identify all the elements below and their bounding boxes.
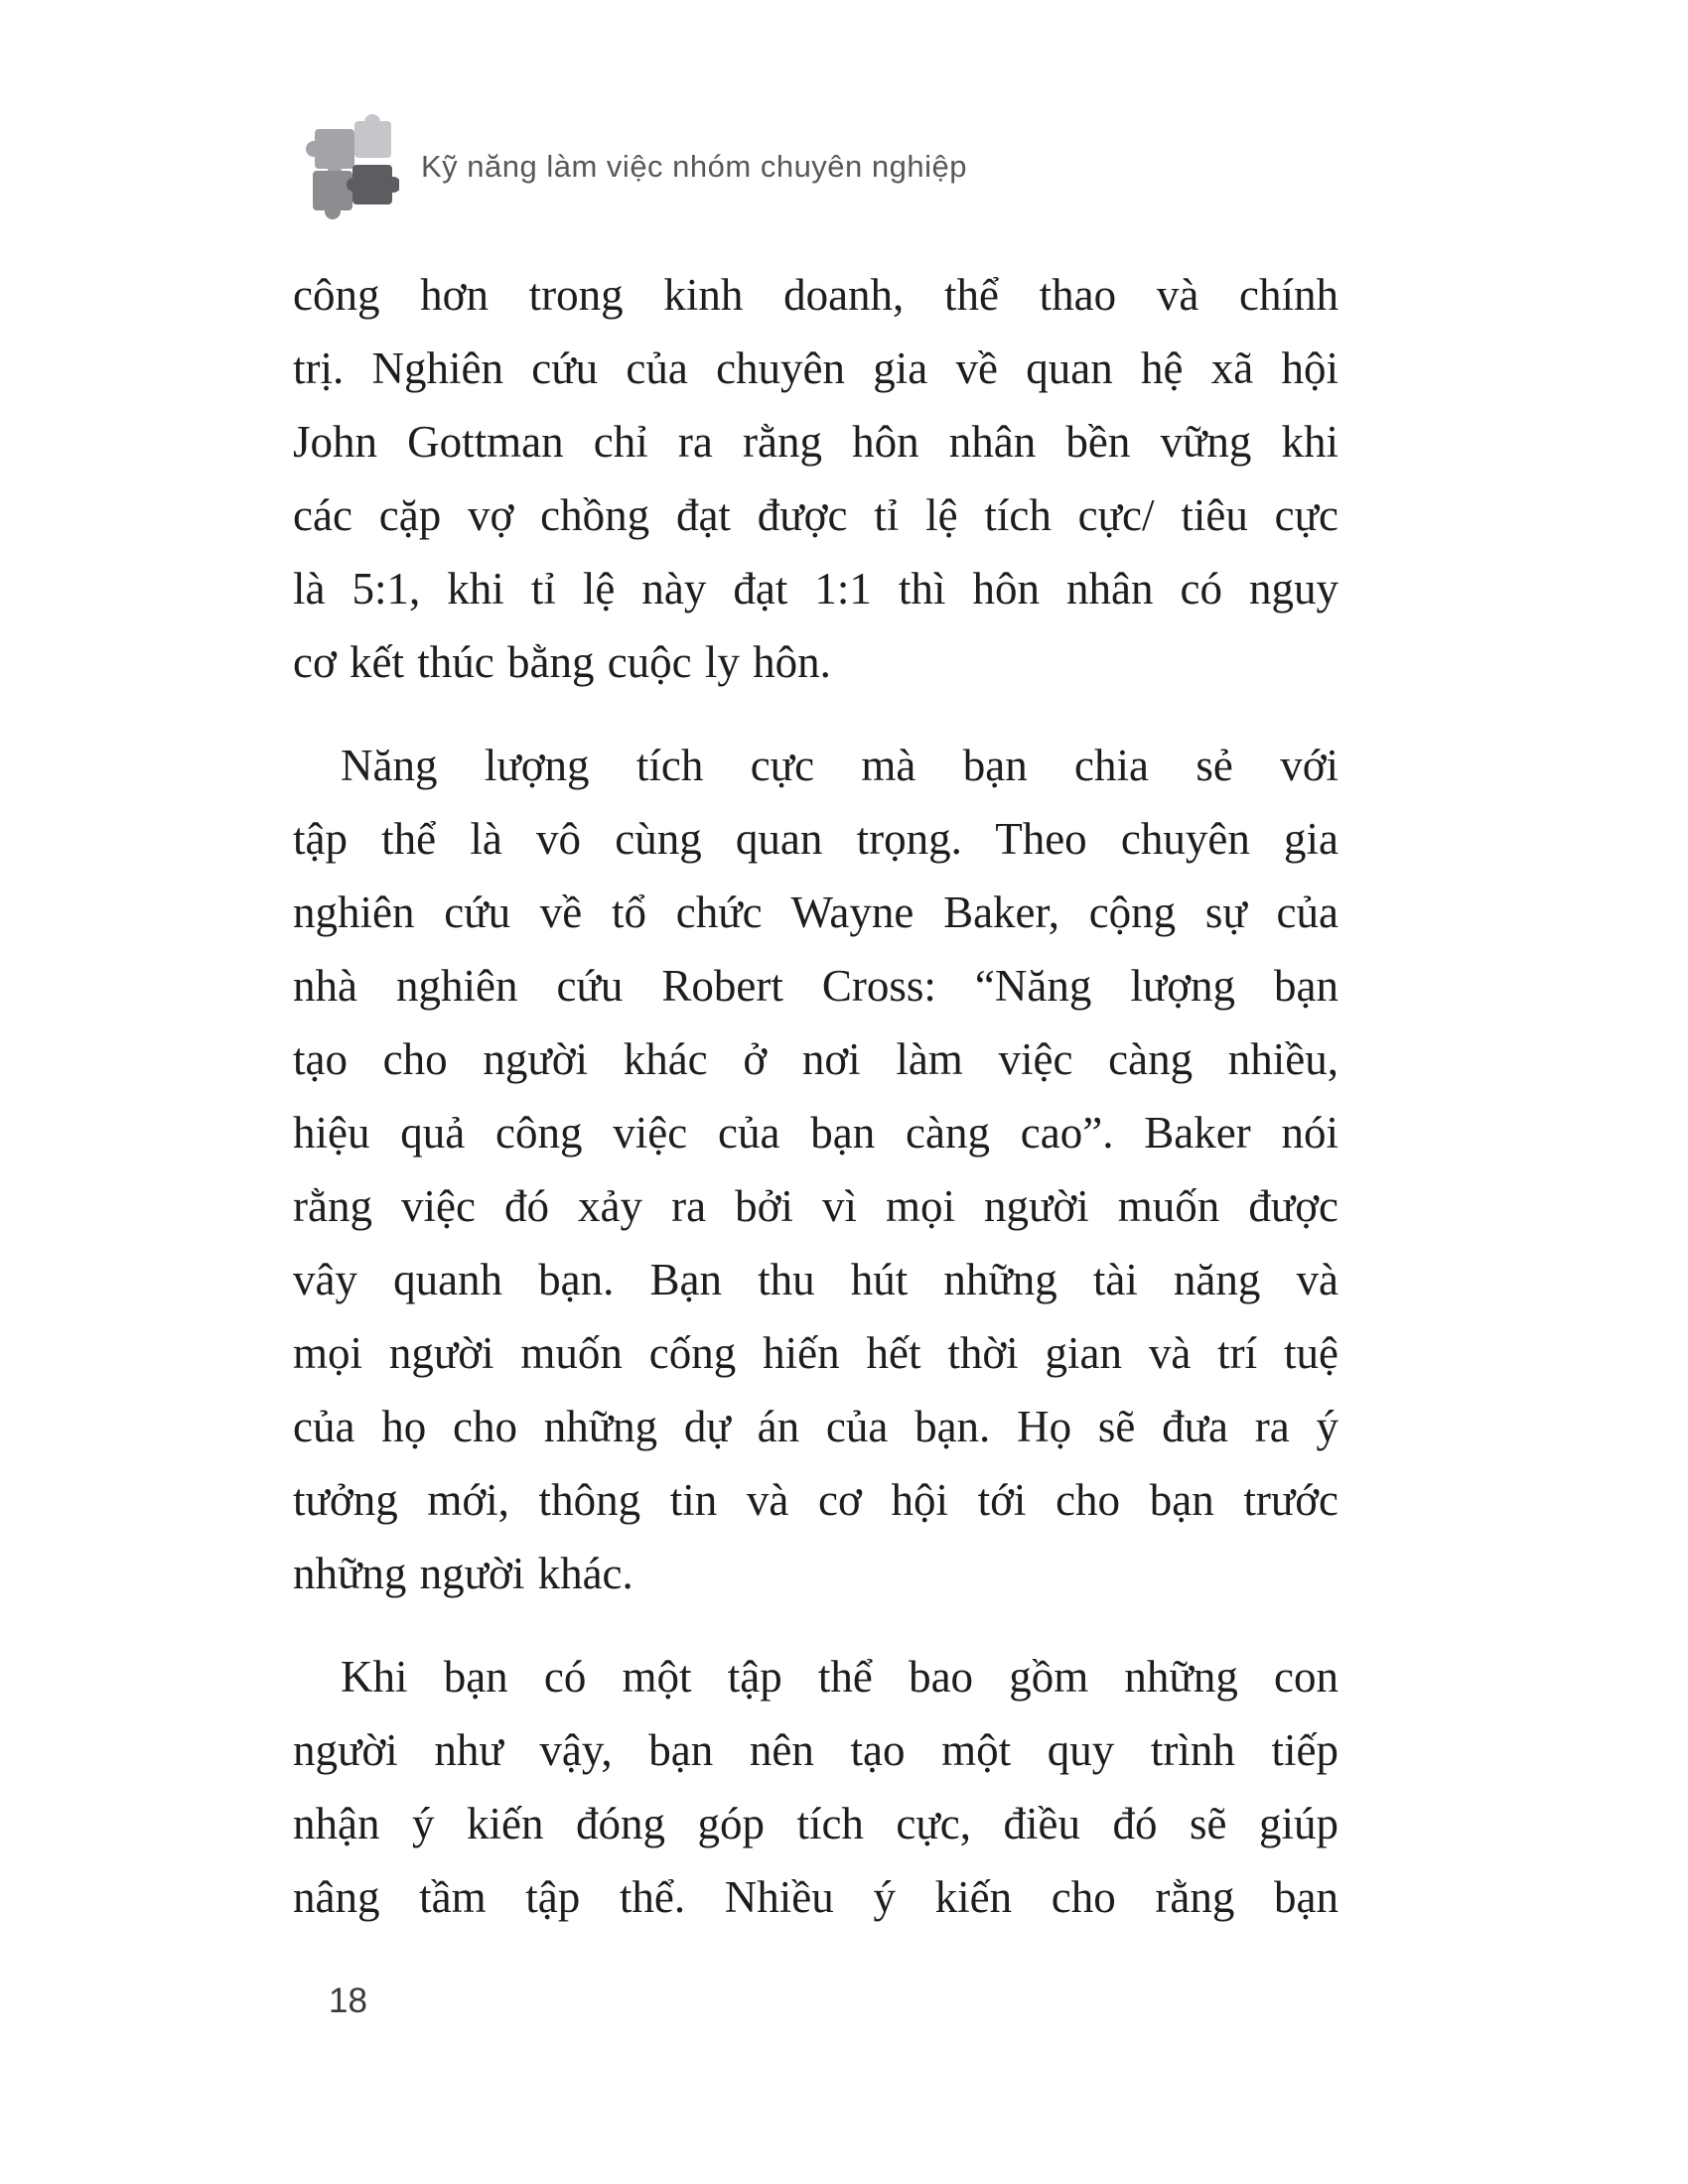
text-line: nghiên cứu về tổ chức Wayne Baker, cộng sự của — [293, 887, 1338, 937]
text-line: Khi bạn có một tập thể bao gồm những con — [341, 1652, 1338, 1702]
text-line: tưởng mới, thông tin và cơ hội tới cho bạn trước — [293, 1475, 1338, 1525]
text-line: nâng tầm tập thể. Nhiều ý kiến cho rằng bạn — [293, 1872, 1338, 1922]
text-line: công hơn trong kinh doanh, thể thao và chính — [293, 270, 1338, 320]
puzzle-piece-bottom-left — [313, 171, 352, 219]
paragraph — [293, 258, 1338, 699]
text-line: vây quanh bạn. Bạn thu hút những tài năng và — [293, 1255, 1338, 1304]
running-head-title: Kỹ năng làm việc nhóm chuyên nghiệp — [421, 148, 967, 184]
puzzle-piece-bottom-right — [347, 165, 399, 205]
text-line: cơ kết thúc bằng cuộc ly hôn. — [293, 637, 831, 687]
text-line: rằng việc đó xảy ra bởi vì mọi người muốn được — [293, 1181, 1338, 1231]
text-line: hiệu quả công việc của bạn càng cao”. Baker nói — [293, 1108, 1338, 1158]
text-line: nhà nghiên cứu Robert Cross: “Năng lượng bạn — [293, 961, 1338, 1011]
text-line: tạo cho người khác ở nơi làm việc càng nhiều, — [293, 1034, 1338, 1084]
text-line: các cặp vợ chồng đạt được tỉ lệ tích cực/ tiêu cực — [293, 490, 1338, 540]
text-line: của họ cho những dự án của bạn. Họ sẽ đưa ra ý — [293, 1402, 1338, 1451]
text-line: Năng lượng tích cực mà bạn chia sẻ với — [341, 741, 1338, 790]
text-line: mọi người muốn cống hiến hết thời gian và trí tuệ — [293, 1328, 1338, 1378]
text-line: là 5:1, khi tỉ lệ này đạt 1:1 thì hôn nhân có nguy — [293, 564, 1338, 614]
text-line: người như vậy, bạn nên tạo một quy trình tiếp — [293, 1725, 1338, 1775]
puzzle-piece-top-left — [306, 129, 354, 176]
page-number: 18 — [329, 1981, 367, 2020]
text-line: trị. Nghiên cứu của chuyên gia về quan hệ xã hội — [293, 343, 1338, 393]
puzzle-icon — [298, 113, 399, 234]
text-line: John Gottman chỉ ra rằng hôn nhân bền vững khi — [293, 417, 1338, 467]
paragraph — [293, 1640, 1338, 1934]
paragraph — [293, 729, 1338, 1610]
puzzle-icon-svg — [298, 113, 399, 234]
text-line: những người khác. — [293, 1549, 633, 1598]
text-line: tập thể là vô cùng quan trọng. Theo chuyên gia — [293, 814, 1338, 864]
page-text — [293, 258, 1338, 1934]
text-line: nhận ý kiến đóng góp tích cực, điều đó sẽ giúp — [293, 1799, 1338, 1848]
page-header — [298, 111, 967, 235]
